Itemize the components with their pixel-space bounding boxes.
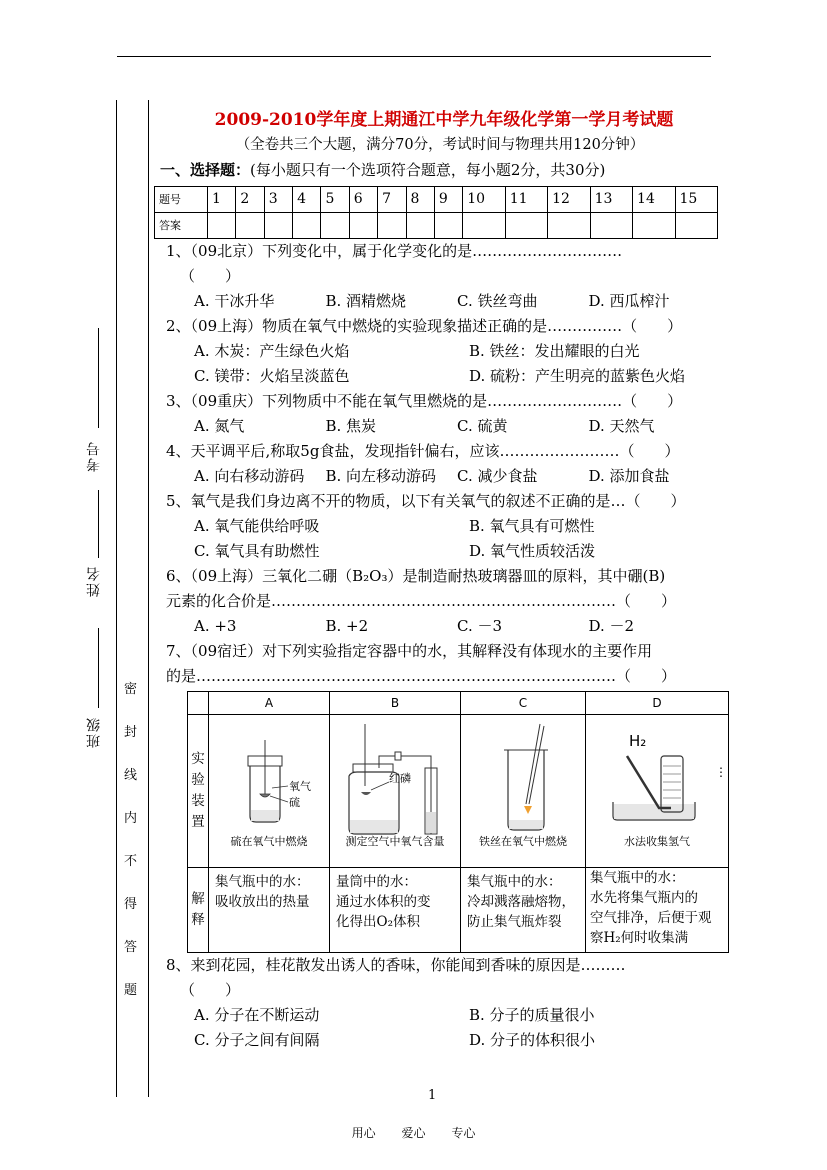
hydrogen-collection-figure xyxy=(587,716,727,866)
option-a: A. 木炭：产生绿色火焰 xyxy=(194,342,350,360)
explanation-b xyxy=(330,868,461,953)
option-b: B. 焦炭 xyxy=(325,417,377,435)
option-row xyxy=(194,289,720,314)
explanation-row xyxy=(188,868,729,953)
explanation-d xyxy=(586,868,729,953)
option-d: D. 天然气 xyxy=(588,417,655,435)
answer-cell[interactable] xyxy=(208,213,236,239)
red-phosphorus-diagram xyxy=(331,716,459,846)
explanation-line: 量筒中的水： xyxy=(336,874,417,890)
seal-char: 不 xyxy=(124,854,138,869)
column-header-a: A xyxy=(209,692,330,715)
option-b: B. 向左移动游码 xyxy=(325,467,437,485)
answer-cell[interactable] xyxy=(590,213,632,239)
question-number-cell: 12 xyxy=(548,187,590,213)
option-a: A. 分子在不断运动 xyxy=(194,1006,320,1024)
setup-cell-c xyxy=(461,715,586,868)
question-number-cell: 11 xyxy=(505,187,547,213)
option-a: A. 干冰升华 xyxy=(194,292,275,310)
explanation-line: 通过水体积的变 xyxy=(336,894,431,910)
column-header-c: C xyxy=(461,692,586,715)
answer-cell[interactable] xyxy=(463,213,505,239)
question-number-cell: 8 xyxy=(406,187,434,213)
option-b: B. 分子的质量很小 xyxy=(469,1006,595,1024)
header-rule xyxy=(117,56,711,57)
explanation-line: 冷却溅落融熔物， xyxy=(467,894,575,910)
question-number-cell: 5 xyxy=(321,187,349,213)
explanation-line: 察H₂何时收集满 xyxy=(590,930,689,946)
h2-label: H₂ xyxy=(629,732,647,750)
answer-cell[interactable] xyxy=(378,213,406,239)
setup-row xyxy=(188,715,729,868)
question-2 xyxy=(166,314,720,389)
option-b: B. 氧气具有可燃性 xyxy=(469,517,595,535)
question-stem: 6、（09上海）三氧化二硼（B₂O₃）是制造耐热玻璃器皿的原料，其中硼(B) xyxy=(166,567,666,585)
question-number-cell: 15 xyxy=(675,187,718,213)
binding-line-outer xyxy=(116,100,117,1097)
answer-cell[interactable] xyxy=(434,213,462,239)
section-title: 一、选择题： xyxy=(160,161,251,179)
explanation-line: 防止集气瓶炸裂 xyxy=(467,914,562,930)
question-number-cell: 3 xyxy=(264,187,292,213)
column-header-d: D xyxy=(586,692,729,715)
name-label: 姓名 xyxy=(86,565,102,597)
question-3 xyxy=(166,389,720,439)
answer-cell[interactable] xyxy=(264,213,292,239)
setup-cell-d xyxy=(586,715,729,868)
seal-char: 封 xyxy=(124,725,138,740)
question-stem: 1、（09北京）下列变化中，属于化学变化的是………………………… xyxy=(166,242,623,260)
option-d: D. 添加食盐 xyxy=(588,467,670,485)
corner-cell xyxy=(188,692,209,715)
option-row xyxy=(194,539,720,564)
explanation-line: 集气瓶中的水： xyxy=(467,874,562,890)
seal-char: 题 xyxy=(124,983,138,998)
footer-text: 用心 xyxy=(351,1126,376,1140)
option-b: B. 酒精燃烧 xyxy=(325,292,407,310)
name-line xyxy=(98,490,99,558)
setup-label-char: 验 xyxy=(191,772,205,788)
question-number-cell: 4 xyxy=(293,187,321,213)
option-d: D. 西瓜榨汁 xyxy=(588,292,670,310)
binding-line-inner xyxy=(148,100,149,1097)
sulfur-burning-figure xyxy=(210,716,328,866)
seal-char: 答 xyxy=(124,940,138,955)
question-1 xyxy=(166,239,720,314)
option-b: B. 铁丝：发出耀眼的白光 xyxy=(469,342,640,360)
answer-row-label: 答案 xyxy=(155,213,208,239)
option-a: A. 氮气 xyxy=(194,417,245,435)
option-c: C. 铁丝弯曲 xyxy=(457,292,538,310)
seal-char: 得 xyxy=(124,897,138,912)
explanation-line: 水先将集气瓶内的 xyxy=(590,890,698,906)
option-row xyxy=(194,414,720,439)
option-a: A. +3 xyxy=(194,617,237,635)
answer-blank: （ ） xyxy=(180,981,241,999)
seal-char: 线 xyxy=(124,768,138,783)
explanation-line: 空气排净，后便于观 xyxy=(590,910,712,926)
question-stem: 3、（09重庆）下列物质中不能在氧气里燃烧的是………………………（ ） xyxy=(166,392,683,410)
question-8 xyxy=(166,953,720,1053)
caption-a: 硫在氧气中燃烧 xyxy=(230,835,308,848)
explanation-label-char: 解 xyxy=(191,891,205,907)
answer-table-number-row xyxy=(155,187,718,213)
question-5 xyxy=(166,489,720,564)
question-7 xyxy=(166,639,720,689)
explanation-label xyxy=(188,868,209,953)
iron-wire-diagram xyxy=(462,716,584,846)
option-c: C. 分子之间有间隔 xyxy=(194,1031,320,1049)
class-line xyxy=(98,628,99,708)
option-c: C. 氧气具有助燃性 xyxy=(194,542,320,560)
option-row xyxy=(194,514,720,539)
question-stem: 4、天平调平后,称取5g食盐，发现指针偏右，应该……………………（ ） xyxy=(166,442,680,460)
question-number-cell: 6 xyxy=(349,187,377,213)
question-number-cell: 1 xyxy=(208,187,236,213)
question-4 xyxy=(166,439,720,489)
sulfur-label: 硫 xyxy=(289,796,300,809)
option-row xyxy=(194,1028,720,1053)
answer-table xyxy=(154,186,718,239)
answer-blank: （ ） xyxy=(180,267,241,285)
answer-table-answer-row xyxy=(155,213,718,239)
seal-char: 密 xyxy=(124,682,138,697)
answer-cell[interactable] xyxy=(505,213,547,239)
explanation-line: 集气瓶中的水： xyxy=(215,874,310,890)
option-d: D. 氧气性质较活泼 xyxy=(469,542,596,560)
question-stem-continued: 的是…………………………………………………………………………（ ） xyxy=(166,667,677,685)
explanation-line: 集气瓶中的水： xyxy=(590,870,685,886)
caption-c: 铁丝在氧气中燃烧 xyxy=(479,835,567,848)
section-heading xyxy=(160,158,720,183)
question-stem: 7、（09宿迁）对下列实验指定容器中的水，其解释没有体现水的主要作用 xyxy=(166,642,653,660)
question-stem: 2、（09上海）物质在氧气中燃烧的实验现象描述正确的是……………（ ） xyxy=(166,317,683,335)
oxygen-label: 氧气 xyxy=(289,780,311,793)
question-number-cell: 9 xyxy=(434,187,462,213)
option-row xyxy=(194,364,720,389)
explanation-a xyxy=(209,868,330,953)
setup-cell-b xyxy=(330,715,461,868)
option-a: A. 向右移动游码 xyxy=(194,467,305,485)
exam-no-label: 考号 xyxy=(86,440,102,472)
setup-label-char: 实 xyxy=(191,751,205,767)
setup-label-char: 置 xyxy=(191,814,205,830)
section-note: (每小题只有一个选项符合题意，每小题2分，共30分) xyxy=(250,161,606,179)
page-number: 1 xyxy=(428,1088,437,1103)
caption-d: 水法收集氢气 xyxy=(624,835,690,848)
option-d: D. 分子的体积很小 xyxy=(469,1031,596,1049)
answer-cell[interactable] xyxy=(406,213,434,239)
side-dots: ⋮ xyxy=(715,765,727,779)
explanation-line: 化得出O₂体积 xyxy=(336,914,420,930)
explanation-line: 吸收放出的热量 xyxy=(215,894,310,910)
answer-cell[interactable] xyxy=(293,213,321,239)
question-number-cell: 2 xyxy=(236,187,264,213)
column-header-b: B xyxy=(330,692,461,715)
option-row xyxy=(194,1003,720,1028)
exam-no-line xyxy=(98,328,99,428)
option-c: C. 镁带：火焰呈淡蓝色 xyxy=(194,367,350,385)
option-row xyxy=(194,614,720,639)
footer-text: 专心 xyxy=(451,1126,476,1140)
question-number-cell: 14 xyxy=(633,187,675,213)
footer-text: 爱心 xyxy=(401,1126,426,1140)
option-a: A. 氧气能供给呼吸 xyxy=(194,517,320,535)
hydrogen-water-diagram xyxy=(587,716,727,846)
experiment-header-row xyxy=(188,692,729,715)
option-c: C. 硫黄 xyxy=(457,417,508,435)
answer-cell[interactable] xyxy=(321,213,349,239)
setup-cell-a xyxy=(209,715,330,868)
question-number-cell: 13 xyxy=(590,187,632,213)
exam-content xyxy=(159,108,727,1053)
option-c: C. 减少食盐 xyxy=(457,467,538,485)
sulfur-jar-diagram xyxy=(210,716,328,846)
option-d: D. －2 xyxy=(588,617,635,635)
page-title: 2009-2010学年度上期通江中学九年级化学第一学月考试题 xyxy=(214,110,674,130)
question-stem: 8、来到花园，桂花散发出诱人的香味，你能闻到香味的原因是……… xyxy=(166,956,626,974)
option-row xyxy=(194,464,720,489)
question-stem: 5、氧气是我们身边离不开的物质，以下有关氧气的叙述不正确的是…（ ） xyxy=(166,492,686,510)
seal-char: 内 xyxy=(124,811,138,826)
experiment-table xyxy=(187,691,729,953)
question-stem-continued: 元素的化合价是……………………………………………………………（ ） xyxy=(166,592,677,610)
answer-cell[interactable] xyxy=(548,213,590,239)
answer-cell[interactable] xyxy=(236,213,264,239)
footer xyxy=(0,1124,827,1141)
red-phosphorus-label: 红磷 xyxy=(389,772,411,785)
caption-b: 测定空气中氧气含量 xyxy=(345,835,445,848)
page-subtitle: （全卷共三个大题，满分70分，考试时间与物理共用120分钟） xyxy=(235,137,645,153)
answer-cell[interactable] xyxy=(349,213,377,239)
question-6 xyxy=(166,564,720,639)
setup-label-char: 装 xyxy=(191,793,205,809)
question-number-cell: 7 xyxy=(378,187,406,213)
option-c: C. －3 xyxy=(457,617,503,635)
oxygen-content-figure xyxy=(331,716,459,866)
question-number-cell: 10 xyxy=(463,187,505,213)
answer-cell[interactable] xyxy=(675,213,718,239)
setup-label xyxy=(188,715,209,868)
explanation-label-char: 释 xyxy=(191,912,205,928)
answer-cell[interactable] xyxy=(633,213,675,239)
iron-wire-figure xyxy=(462,716,584,866)
option-row xyxy=(194,339,720,364)
option-d: D. 硫粉：产生明亮的蓝紫色火焰 xyxy=(469,367,686,385)
option-b: B. +2 xyxy=(325,617,369,635)
class-label: 班级 xyxy=(86,716,102,748)
explanation-c xyxy=(461,868,586,953)
number-row-label: 题号 xyxy=(155,187,208,213)
